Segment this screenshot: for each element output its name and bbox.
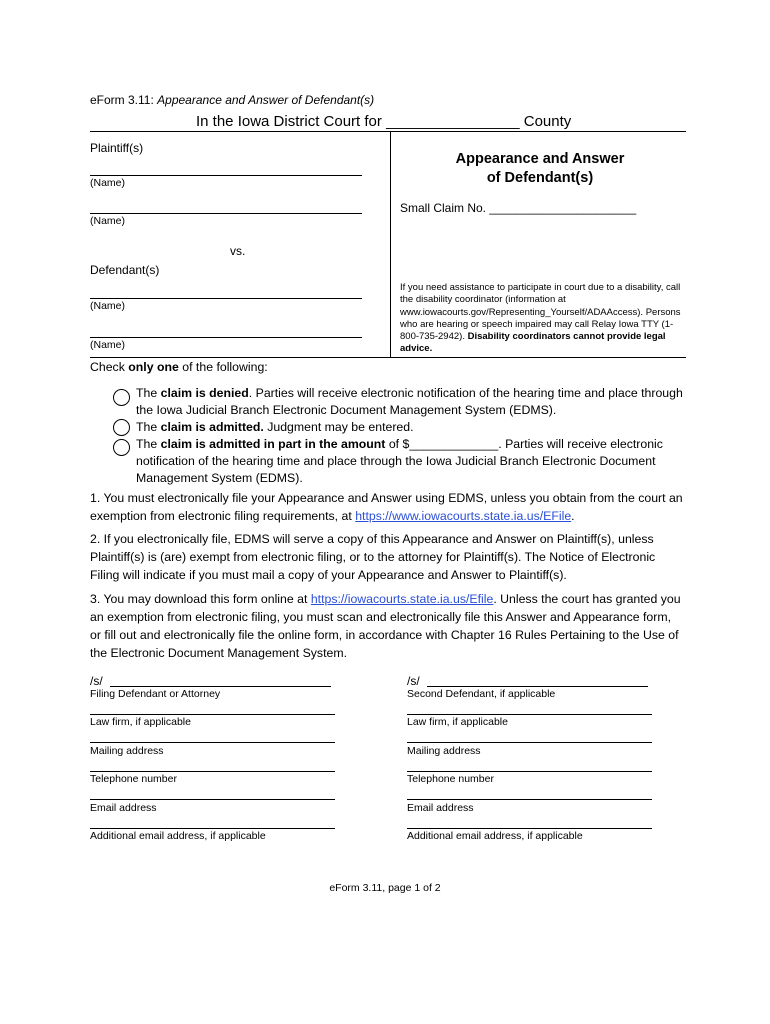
document-title-line-1: Appearance and Answer (455, 151, 625, 167)
court-prefix: In the Iowa District Court for (196, 113, 382, 130)
option3-mid: of $_____________. Parties will receive electronic notification of the hearing time and place through the Iowa Judicial Branch Electronic Document Management System (EDMS). (136, 437, 663, 485)
document-title (400, 150, 680, 188)
left-sig-prefix: /s/ (90, 674, 103, 688)
vs-label: vs. (230, 244, 246, 258)
left-signature-line[interactable] (110, 686, 331, 687)
left-firm-label: Law firm, if applicable (90, 716, 191, 728)
left-address-line[interactable] (90, 742, 335, 743)
option2-pre: The (136, 420, 161, 434)
right-email2-line[interactable] (407, 828, 652, 829)
page-footer: eForm 3.11, page 1 of 2 (329, 882, 441, 894)
plaintiff-name-line-2[interactable] (90, 213, 362, 214)
option-admitted-in-part-text (136, 436, 686, 487)
small-claim-number-field[interactable]: ______________________ (489, 201, 637, 215)
left-email2-label: Additional email address, if applicable (90, 830, 266, 842)
form-title: Appearance and Answer of Defendant(s) (157, 93, 375, 107)
choice-instruction (90, 360, 268, 374)
defendant-name-line-2[interactable] (90, 337, 362, 338)
disability-text: If you need assistance to participate in court due to a disability, call the disability coordinator (information at www.iowacourts.gov/Representing_Yourself/ADAAccess). Persons who are hearing or speech impaired may call Relay Iowa TTY (1-800-735-2942). (400, 282, 681, 343)
option-denied-text (136, 385, 686, 419)
document-title-line-2: of Defendant(s) (486, 170, 594, 186)
paragraph-3 (90, 590, 685, 662)
caption-top-rule (90, 131, 686, 132)
paragraph-2: 2. If you electronically file, EDMS will serve a copy of this Appearance and Answer on Plaintiff(s), unless Plaintiff(s) is (are) exempt from electronic filing, or to the attorney for Plaintiff(s). The Notice of Electronic Filing will indicate if you must mail a copy of your Appearance and Answer to Plaintiff(s). (90, 532, 656, 582)
plaintiffs-label: Plaintiff(s) (90, 141, 144, 155)
left-email2-line[interactable] (90, 828, 335, 829)
option1-post: . Parties will receive electronic notification of the hearing time and place through the Iowa Judicial Branch Electronic Document Management System (EDMS). (136, 386, 683, 417)
option-denied-radio[interactable] (113, 389, 130, 406)
name-label-3: (Name) (90, 300, 126, 312)
small-claim-row (400, 201, 636, 215)
left-phone-label: Telephone number (90, 773, 177, 785)
caption-divider (390, 132, 391, 358)
option2-bold: claim is admitted. (160, 420, 264, 434)
instruction-post: of the following: (178, 360, 268, 374)
name-label-4: (Name) (90, 339, 126, 351)
small-claim-label: Small Claim No. (400, 201, 487, 215)
form-id: eForm 3.11: (90, 93, 154, 107)
plaintiff-name-line-1[interactable] (90, 175, 362, 176)
name-label-1: (Name) (90, 177, 126, 189)
p1-end: . (571, 509, 575, 523)
name-label-2: (Name) (90, 215, 126, 227)
right-firm-label: Law firm, if applicable (407, 716, 508, 728)
p3-end: . Unless the court has granted you an exemption from electronic filing, you must scan and electronically file this Answer and Appearance form, or fill out and electronically file the online form, in accordance with Chapter 16 Rules Pertaining to the Use of the Electronic Document Management System. (90, 592, 681, 660)
right-address-label: Mailing address (407, 745, 481, 757)
right-sig-label: Second Defendant, if applicable (407, 688, 556, 700)
right-address-line[interactable] (407, 742, 652, 743)
county-field[interactable]: ________________ (386, 113, 520, 130)
right-signature-line[interactable] (427, 686, 648, 687)
option1-bold: claim is denied (160, 386, 249, 400)
left-email-line[interactable] (90, 799, 335, 800)
option3-bold: claim is admitted in part in the amount (160, 437, 386, 451)
option-admitted-radio[interactable] (113, 419, 130, 436)
right-phone-line[interactable] (407, 771, 652, 772)
left-sig-label: Filing Defendant or Attorney (90, 688, 221, 700)
option2-post: Judgment may be entered. (263, 420, 414, 434)
p3-text: 3. You may download this form online at (90, 592, 311, 606)
right-phone-label: Telephone number (407, 773, 494, 785)
form-header (90, 93, 374, 107)
left-phone-line[interactable] (90, 771, 335, 772)
disability-bold: Disability coordinators cannot provide legal advice. (400, 331, 666, 355)
right-firm-line[interactable] (407, 714, 652, 715)
defendant-name-line-1[interactable] (90, 298, 362, 299)
option3-pre: The (136, 437, 161, 451)
left-firm-line[interactable] (90, 714, 335, 715)
right-sig-prefix: /s/ (407, 674, 420, 688)
court-suffix: County (523, 113, 572, 130)
option-admitted-text (136, 419, 686, 436)
p1-text: 1. You must electronically file your Appearance and Answer using EDMS, unless you obtain from the court an exemption from electronic filing requirements, at (90, 491, 683, 523)
right-email2-label: Additional email address, if applicable (407, 830, 583, 842)
instruction-pre: Check (90, 360, 129, 374)
paragraph-1 (90, 489, 685, 525)
right-email-label: Email address (407, 802, 474, 814)
efile-link-1[interactable]: https://www.iowacourts.state.ia.us/EFile (355, 509, 572, 523)
instruction-bold: only one (128, 360, 179, 374)
option-admitted-in-part-radio[interactable] (113, 439, 130, 456)
court-heading (196, 113, 571, 130)
right-email-line[interactable] (407, 799, 652, 800)
caption-bottom-rule (90, 357, 686, 358)
disability-notice (400, 282, 683, 356)
left-email-label: Email address (90, 802, 157, 814)
option1-pre: The (136, 386, 161, 400)
defendants-label: Defendant(s) (90, 263, 160, 277)
efile-link-2[interactable]: https://iowacourts.state.ia.us/Efile (310, 592, 494, 606)
left-address-label: Mailing address (90, 745, 164, 757)
